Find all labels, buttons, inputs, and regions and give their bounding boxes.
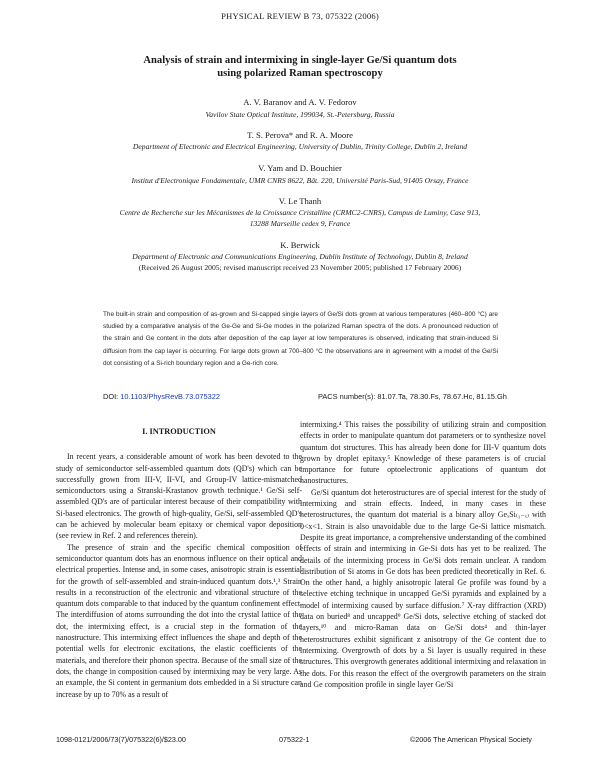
paragraph: The presence of strain and the specific chemical composition of semiconductor quantum dots has an enormous influence on their optical and electrical properties. Intense and, in some cases, anisotropic strain is essential for the growth of self-assembled and strain-induced quantum dots.¹,³ Strain results in a reconstruction of the electronic and vibrational structure of the quantum dots comparable to that induced by the quantum confinement effect. The interdiffusion of atoms surrounding the dot into the crystal lattice of the dot, the intermixing effect, is a crucial step in the formation of the nanostructure. This intermixing effect influences the shape and depth of the potential wells for electronic excitations, the elastic coefficients of the materials, and therefore their phonon spectra. Because of the small size of the dots, the change in composition caused by intermixing may be very large. As an example, the Si content in germanium dots embedded in a Si structure can increase by up to 70% as a result of (56, 542, 302, 699)
paper-title (0, 54, 600, 80)
right-column (300, 419, 546, 690)
affiliation-1: Vavilov State Optical Institute, 199034, St.-Petersburg, Russia (205, 110, 395, 119)
footer-copyright: ©2006 The American Physical Society (410, 735, 532, 744)
doi-label: DOI: (103, 392, 119, 401)
abstract: The built-in strain and composition of as-grown and Si-capped single layers of Ge/Si dots grown at various temperatures (460–800 °C) are studied by a comparative analysis of the Ge-Ge and Si-Ge modes in the polarized Raman spectra of the dots. A pronounced reduction of the strain and Ge content in the dots after deposition of the cap layer at low temperatures is observed, indicating that strain-induced Si diffusion from the cap layer is occurring. For large dots grown at 700–800 °C the observations are in agreement with a model of the Ge/Si dot consisting of a Si-rich boundary region and a Ge-rich core. (103, 311, 498, 367)
received-dates: (Received 26 August 2005; revised manuscript received 23 November 2005; published 17 February 2006) (138, 263, 462, 272)
title-line-1: Analysis of strain and intermixing in single-layer Ge/Si quantum dots (143, 55, 457, 66)
author-names-1: A. V. Baranov and A. V. Fedorov (243, 97, 357, 107)
left-column (56, 419, 302, 700)
affiliation-4b: 13288 Marseille cedex 9, France (249, 219, 351, 228)
paragraph: In recent years, a considerable amount of work has been devoted to the study of semiconductor self-assembled quantum dots (QD's) which can be successfully grown from III-V, II-VI, and Group-IV lattice-mismatched semiconductors using a Stranski-Krastanov growth technique.¹ Ge/Si self-assembled QD's are of particular interest because of their compatibility with Si-based electronics. The growth of high-quality, Ge/Si, self-assembled QD's can be achieved by molecular beam epitaxy or chemical vapor deposition (see review in Ref. 2 and references therein). (56, 452, 302, 541)
footer-page-number: 075322-1 (279, 735, 310, 744)
paragraph: Ge/Si quantum dot heterostructures are of special interest for the study of intermixing and strain effects. Indeed, in many cases in these heterostructures, the quantum dot material is a binary alloy GeₓSi₍₁₋ₓ₎ with 0<x<1. Strain is also unavoidable due to the large Ge-Si lattice mismatch. Despite its great importance, a comprehensive understanding of the combined effects of strain and intermixing in Ge-Si dots has yet to be realized. The details of the intermixing process in Ge/Si dots remain unclear. A random distribution of Si atoms in Ge dots has been predicted theoretically in Ref. 6. On the other hand, a highly anisotropic lateral Ge profile was found by a selective etching technique in uncapped Ge/Si pyramids and explained by a model of intermixing caused by surface diffusion.⁷ X-ray diffraction (XRD) data on buried⁸ and uncapped⁹ Ge/Si dots, selective etching of stacked dot layers,¹⁰ and micro-Raman data on Ge/Si dots⁴ and thin-layer heterostructures exhibit significant z anisotropy of the Ge content due to intermixing. Overgrowth of dots by a Si layer is usually required in these structures. This overgrowth generates additional intermixing and relaxation in the dots. For this reason the effect of the overgrowth parameters on the strain and Ge composition profile in single layer Ge/Si (300, 487, 546, 689)
affiliation-5: Department of Electronic and Communications Engineering, Dublin Institute of Technology, Dublin 8, Ireland (132, 252, 468, 261)
author-names-4: V. Le Thanh (278, 196, 322, 206)
title-line-2: using polarized Raman spectroscopy (217, 68, 383, 79)
author-names-2: T. S. Perova* and R. A. Moore (247, 130, 353, 140)
author-names-3: V. Yam and D. Bouchier (258, 163, 342, 173)
affiliation-4a: Centre de Recherche sur les Mécanismes de la Croissance Cristalline (CRMC2-CNRS), Campus de Luminy, Case 913, (119, 208, 481, 217)
journal-header: PHYSICAL REVIEW B 73, 075322 (2006) (221, 11, 379, 21)
author-names-5: K. Berwick (280, 240, 320, 250)
pacs-numbers: PACS number(s): 81.07.Ta, 78.30.Fs, 78.67.Hc, 81.15.Gh (318, 392, 507, 401)
doi-line (103, 392, 220, 401)
paragraph: intermixing.⁴ This raises the possibility of utilizing strain and composition effects in order to manipulate quantum dot parameters or to synthesize novel quantum dot structures. This has already been done for III-V quantum dots grown by droplet epitaxy.⁵ Knowledge of these parameters is of crucial importance for future optoelectronic applications of quantum dot nanostructures. (300, 420, 546, 486)
affiliation-2: Department of Electronic and Electrical Engineering, University of Dublin, Trinity College, Dublin 2, Ireland (132, 142, 468, 151)
section-heading: I. INTRODUCTION (142, 427, 216, 436)
doi-link[interactable]: 10.1103/PhysRevB.73.075322 (120, 392, 220, 401)
affiliation-3: Institut d'Electronique Fondamentale, UMR CNRS 8622, Bât. 220, Université Paris-Sud, 91405 Orsay, France (131, 176, 469, 185)
footer-issn: 1098-0121/2006/73(7)/075322(6)/$23.00 (56, 735, 186, 744)
